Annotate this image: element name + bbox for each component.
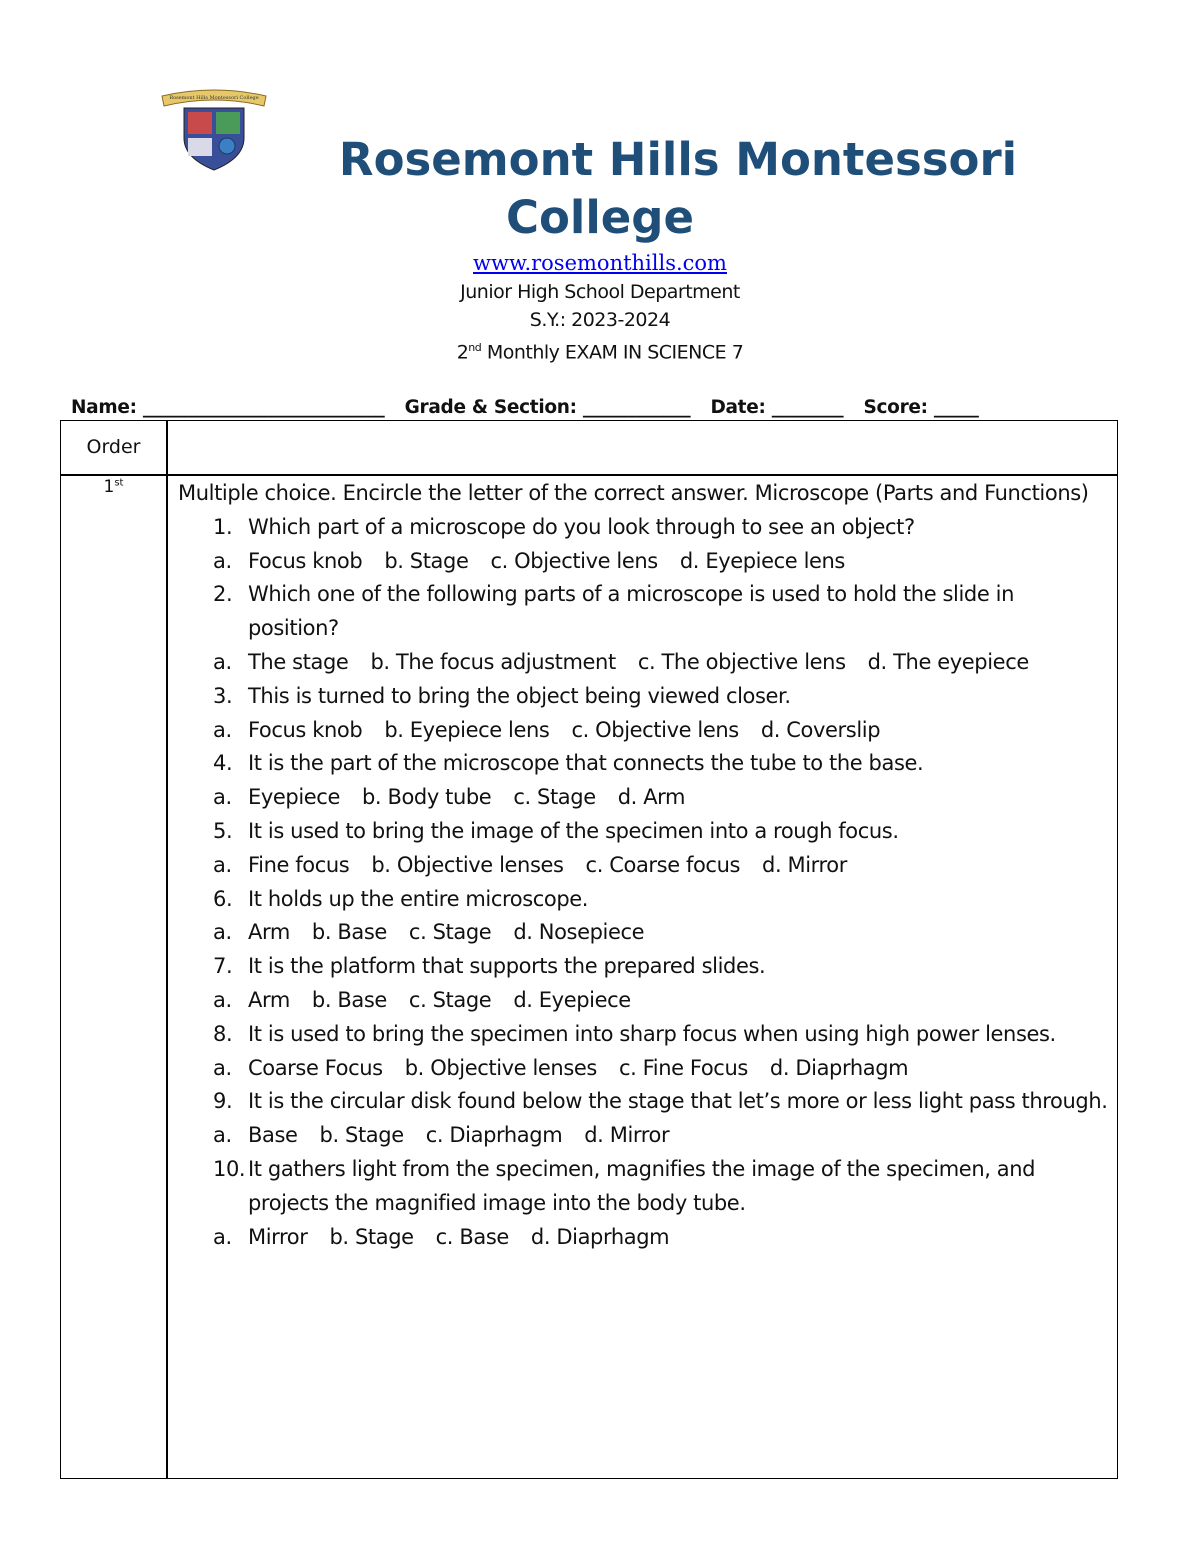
- option-letter: a.: [213, 987, 232, 1012]
- question-number: 8.: [213, 1021, 233, 1046]
- question-number: 10.: [213, 1156, 246, 1181]
- answer-option[interactable]: Arm: [248, 987, 290, 1012]
- question-item: [178, 578, 1108, 646]
- answer-option[interactable]: c. Fine Focus: [618, 1055, 748, 1080]
- date-field[interactable]: Date: ________: [710, 397, 844, 418]
- question-number: 9.: [213, 1089, 233, 1114]
- question-item: [178, 680, 1108, 714]
- answer-options: [178, 849, 1108, 883]
- answer-options: [178, 916, 1108, 950]
- answer-option[interactable]: Coarse Focus: [248, 1055, 383, 1080]
- answer-option[interactable]: Fine focus: [248, 852, 350, 877]
- answer-option[interactable]: b. Base: [311, 987, 387, 1012]
- header-divider: [60, 474, 1118, 476]
- option-letter: a.: [213, 852, 232, 877]
- question-list: [178, 511, 1108, 1255]
- question-item: [178, 1153, 1108, 1221]
- answer-option[interactable]: d. Mirror: [762, 852, 847, 877]
- question-text: Which one of the following parts of a microscope is used to hold the slide in position?: [248, 582, 1014, 641]
- answer-options: [178, 646, 1108, 680]
- svg-text:Rosemont Hills Montessori Coll: Rosemont Hills Montessori College: [169, 95, 259, 101]
- question-number: 6.: [213, 886, 233, 911]
- order-value: 1st: [103, 477, 124, 497]
- answer-option[interactable]: Focus knob: [248, 548, 363, 573]
- answer-option[interactable]: b. Stage: [329, 1224, 414, 1249]
- answer-option[interactable]: Eyepiece: [248, 785, 340, 810]
- question-item: [178, 883, 1108, 917]
- option-letter: a.: [213, 1055, 232, 1080]
- question-text: It gathers light from the specimen, magnifies the image of the specimen, and projects the magnified image into the body tube.: [248, 1156, 1036, 1215]
- question-item: [178, 1085, 1108, 1119]
- question-item: [178, 950, 1108, 984]
- question-item: [178, 511, 1108, 545]
- answer-option[interactable]: d. Arm: [617, 785, 686, 810]
- question-text: Which part of a microscope do you look through to see an object?: [248, 514, 915, 539]
- answer-option[interactable]: b. Stage: [319, 1123, 404, 1148]
- answer-option[interactable]: d. Eyepiece: [513, 987, 631, 1012]
- question-number: 4.: [213, 751, 233, 776]
- answer-options: [178, 1221, 1108, 1255]
- question-item: [178, 747, 1108, 781]
- question-text: It is the circular disk found below the stage that let’s more or less light pass through.: [248, 1089, 1108, 1114]
- option-letter: a.: [213, 785, 232, 810]
- answer-option[interactable]: d. The eyepiece: [867, 649, 1029, 674]
- answer-option[interactable]: c. Coarse focus: [585, 852, 741, 877]
- question-number: 7.: [213, 954, 233, 979]
- answer-option[interactable]: b. Eyepiece lens: [384, 717, 550, 742]
- answer-option[interactable]: b. Body tube: [361, 785, 492, 810]
- answer-option[interactable]: c. Objective lens: [490, 548, 658, 573]
- answer-options: [178, 1052, 1108, 1086]
- name-field[interactable]: Name: ___________________________: [71, 397, 385, 418]
- answer-option[interactable]: c. Stage: [408, 920, 492, 945]
- question-text: This is turned to bring the object being viewed closer.: [248, 683, 791, 708]
- question-item: [178, 1018, 1108, 1052]
- question-text: It is the part of the microscope that connects the tube to the base.: [248, 751, 924, 776]
- score-field[interactable]: Score: _____: [863, 397, 979, 418]
- school-name-line1: Rosemont Hills Montessori: [338, 133, 1018, 186]
- student-info-bar: [71, 395, 1101, 421]
- exam-content: [178, 477, 1108, 1254]
- question-number: 3.: [213, 683, 233, 708]
- answer-option[interactable]: Arm: [248, 920, 290, 945]
- answer-option[interactable]: The stage: [248, 649, 349, 674]
- answer-option[interactable]: b. Objective lenses: [404, 1055, 597, 1080]
- answer-option[interactable]: c. Objective lens: [571, 717, 739, 742]
- answer-option[interactable]: b. Stage: [384, 548, 469, 573]
- answer-options: [178, 545, 1108, 579]
- question-text: It is used to bring the image of the specimen into a rough focus.: [248, 818, 899, 843]
- question-text: It holds up the entire microscope.: [248, 886, 589, 911]
- answer-options: [178, 984, 1108, 1018]
- answer-option[interactable]: d. Diaprhagm: [769, 1055, 909, 1080]
- answer-option[interactable]: d. Coverslip: [760, 717, 881, 742]
- question-number: 1.: [213, 514, 233, 539]
- option-letter: a.: [213, 649, 232, 674]
- answer-option[interactable]: b. The focus adjustment: [370, 649, 616, 674]
- exam-title: 2nd Monthly EXAM IN SCIENCE 7: [456, 341, 744, 364]
- order-header: Order: [86, 436, 141, 458]
- answer-option[interactable]: d. Eyepiece lens: [679, 548, 845, 573]
- answer-option[interactable]: Mirror: [248, 1224, 308, 1249]
- department-label: Junior High School Department: [460, 281, 740, 303]
- answer-option[interactable]: c. The objective lens: [637, 649, 846, 674]
- answer-options: [178, 714, 1108, 748]
- question-number: 2.: [213, 582, 233, 607]
- answer-option[interactable]: Base: [248, 1123, 298, 1148]
- option-letter: a.: [213, 548, 232, 573]
- question-text: It is used to bring the specimen into sharp focus when using high power lenses.: [248, 1021, 1056, 1046]
- school-year-label: S.Y.: 2023-2024: [529, 309, 671, 331]
- answer-option[interactable]: d. Mirror: [584, 1123, 670, 1148]
- option-letter: a.: [213, 717, 232, 742]
- answer-option[interactable]: c. Base: [435, 1224, 509, 1249]
- instructions: Multiple choice. Encircle the letter of the correct answer. Microscope (Parts and Functions): [178, 481, 1089, 505]
- answer-option[interactable]: b. Objective lenses: [371, 852, 564, 877]
- question-text: It is the platform that supports the prepared slides.: [248, 954, 766, 979]
- school-website-link[interactable]: www.rosemonthills.com: [473, 251, 727, 275]
- grade-section-field[interactable]: Grade & Section: ____________: [404, 397, 691, 418]
- answer-options: [178, 781, 1108, 815]
- option-letter: a.: [213, 1123, 232, 1148]
- option-letter: a.: [213, 920, 232, 945]
- answer-option[interactable]: c. Diaprhagm: [425, 1123, 563, 1148]
- question-item: [178, 815, 1108, 849]
- option-letter: a.: [213, 1224, 232, 1249]
- answer-option[interactable]: d. Diaprhagm: [530, 1224, 670, 1249]
- answer-option[interactable]: c. Stage: [513, 785, 596, 810]
- answer-option[interactable]: b. Base: [311, 920, 387, 945]
- answer-option[interactable]: Focus knob: [248, 717, 363, 742]
- question-number: 5.: [213, 818, 233, 843]
- answer-option[interactable]: d. Nosepiece: [513, 920, 645, 945]
- answer-options: [178, 1119, 1108, 1153]
- column-divider: [166, 420, 168, 1479]
- answer-option[interactable]: c. Stage: [408, 987, 492, 1012]
- school-name-line2: College: [505, 191, 695, 244]
